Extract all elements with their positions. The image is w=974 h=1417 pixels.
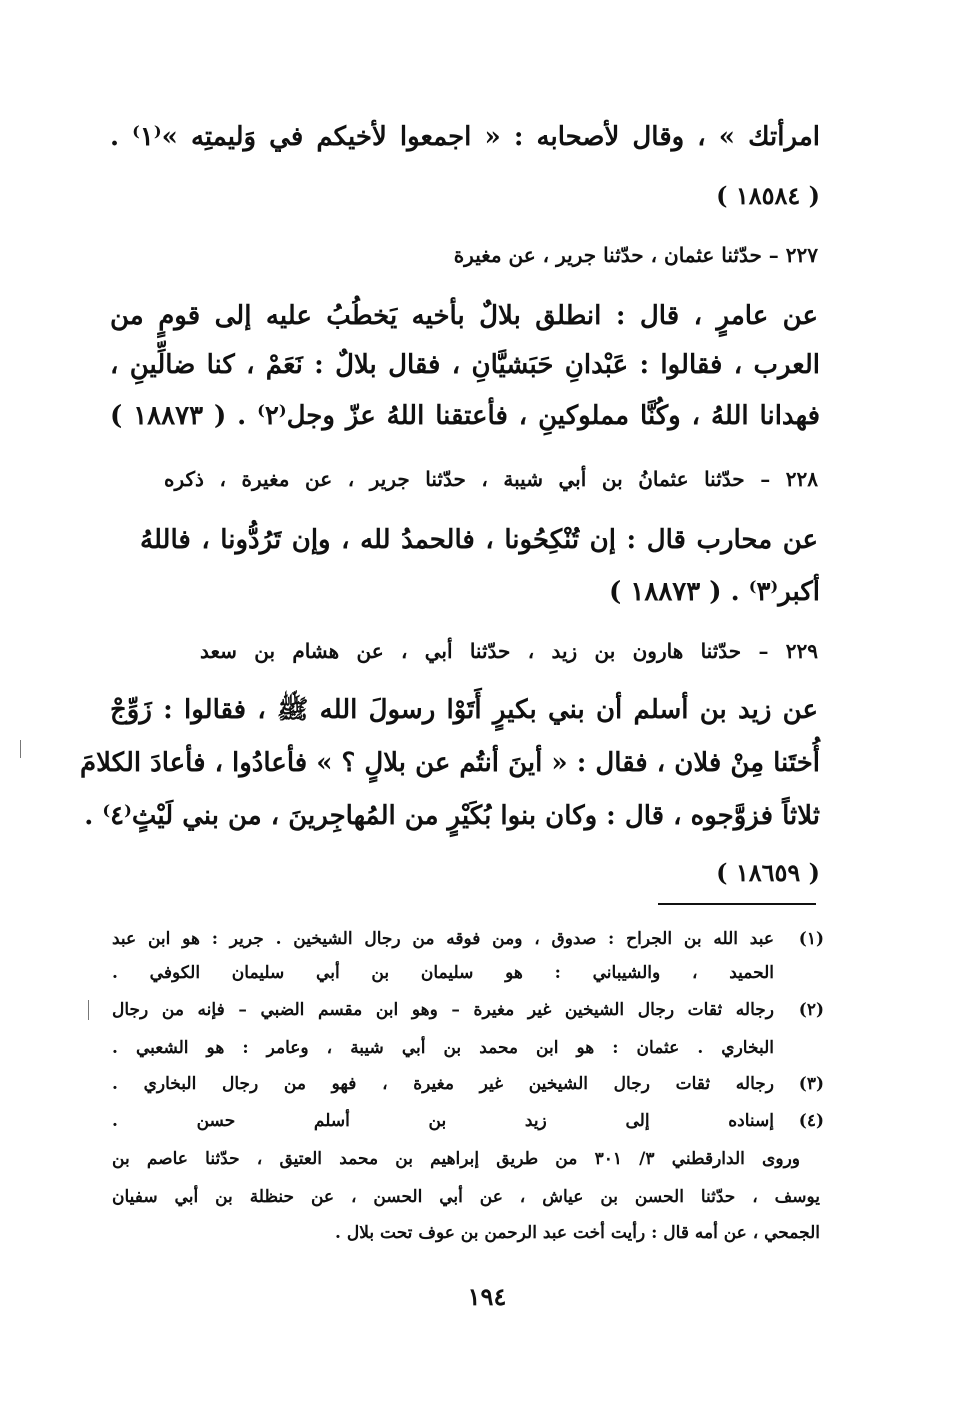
reference-number: ( ١٨٥٨٤ ) bbox=[716, 181, 820, 210]
scan-margin-mark bbox=[88, 1000, 89, 1020]
footnote-line: يوسف ، حدّثنا الحسن بن عياش ، عن أبي الحسن ، عن حنظلة بن أبي سفيان bbox=[112, 1187, 820, 1207]
hadith-heading-227: ٢٢٧ – حدّثنا عثمان ، حدّثنا جرير ، عن مغيرة bbox=[453, 243, 818, 267]
footnote-line: وروى الدارقطني ٣/ ٣٠١ من طريق إبراهيم بن محمد العتيق ، حدّثنا عاصم بن bbox=[112, 1149, 800, 1169]
footnote-line: الحميد ، والشيباني : هو سليمان بن أبي سليمان الكوفي . bbox=[112, 963, 774, 983]
hadith-heading-229: ٢٢٩ – حدّثنا هارون بن زيد ، حدّثنا أبي ، عن هشام بن سعد bbox=[200, 639, 818, 663]
footnote-line: عبد الله بن الجراح : صدوق ، ومن فوقه من رجال الشيخين . جرير : هو ابن عبد bbox=[112, 929, 774, 949]
text-line: فهدانا اللهُ ، وكُنَّا مملوكينِ ، فأعتقنا اللهُ عزّ وجل⁽٢⁾ . ( ١٨٨٧٣ ) bbox=[110, 401, 820, 431]
text-line: أكبر⁽٣⁾ . ( ١٨٨٧٣ ) bbox=[609, 577, 820, 607]
text-line: العرب ، فقالوا : عَبْدانِ حَبَشيَّانِ ، فقال بلالٌ : نَعَمْ ، كنا ضالِّينِ ، bbox=[110, 350, 820, 380]
hadith-heading-228: ٢٢٨ – حدّثنا عثمانُ بن أبي شيبة ، حدّثنا جرير ، عن مغيرة ، ذكره bbox=[164, 467, 818, 491]
footnote-number: (٤) bbox=[798, 1111, 824, 1131]
footnote-line: رجاله ثقات رجال الشيخين غير مغيرة – وهو ابن مقسم الضبي – فإنه من رجال bbox=[112, 1000, 774, 1020]
scan-margin-mark bbox=[20, 740, 21, 758]
footnote-line: الجمحي ، عن أمه قال : رأيت أخت عبد الرحمن بن عوف تحت بلال . bbox=[335, 1223, 820, 1243]
text-line: أُختَنا مِنْ فلان ، فقال : « أينَ أنتُم عن بلالٍ ؟ » فأعادُوا ، فأعادَ الكلامَ bbox=[80, 748, 820, 778]
footnote-number: (٢) bbox=[798, 1000, 824, 1020]
text-line: عن محارب قال : إن تُنْكِحُونا ، فالحمدُ لله ، وإن تَرُدُّونا ، فاللهُ bbox=[140, 525, 818, 555]
text-line: عن زيد بن أسلم أن بني بكيرٍ أَتَوْا رسولَ الله ﷺ ، فقالوا : زَوِّجْ bbox=[110, 695, 818, 725]
reference-number: ( ١٨٦٥٩ ) bbox=[716, 858, 820, 887]
page-number: ١٩٤ bbox=[467, 1282, 507, 1311]
text-line: ثلاثاً فزوَّجوه ، قال : وكان بنوا بُكَيْرٍ من المُهاجِرينَ ، من بني لَيْثٍ⁽٤⁾ . bbox=[84, 801, 820, 831]
footnote-line: رجاله ثقات رجال الشيخين غير مغيرة ، فهو من رجال البخاري . bbox=[112, 1074, 774, 1094]
text-line: عن عامرٍ ، قال : انطلق بلالٌ بأخيه يَخطُبُ عليه إلى قومٍ من bbox=[110, 301, 818, 331]
text-line: امرأتك » ، وقال لأصحابه : « اجمعوا لأخيكم في وَليمتِه »⁽١⁾ . bbox=[110, 122, 820, 152]
footnote-line: البخاري . عثمان : هو ابن محمد بن أبي شيبة ، وعامر : هو الشعبي . bbox=[112, 1038, 774, 1058]
footnote-line: إسناده إلى زيد بن أسلم حسن . bbox=[112, 1111, 774, 1131]
footnote-separator bbox=[658, 903, 816, 905]
footnote-number: (٣) bbox=[798, 1074, 824, 1094]
footnote-number: (١) bbox=[798, 929, 824, 949]
